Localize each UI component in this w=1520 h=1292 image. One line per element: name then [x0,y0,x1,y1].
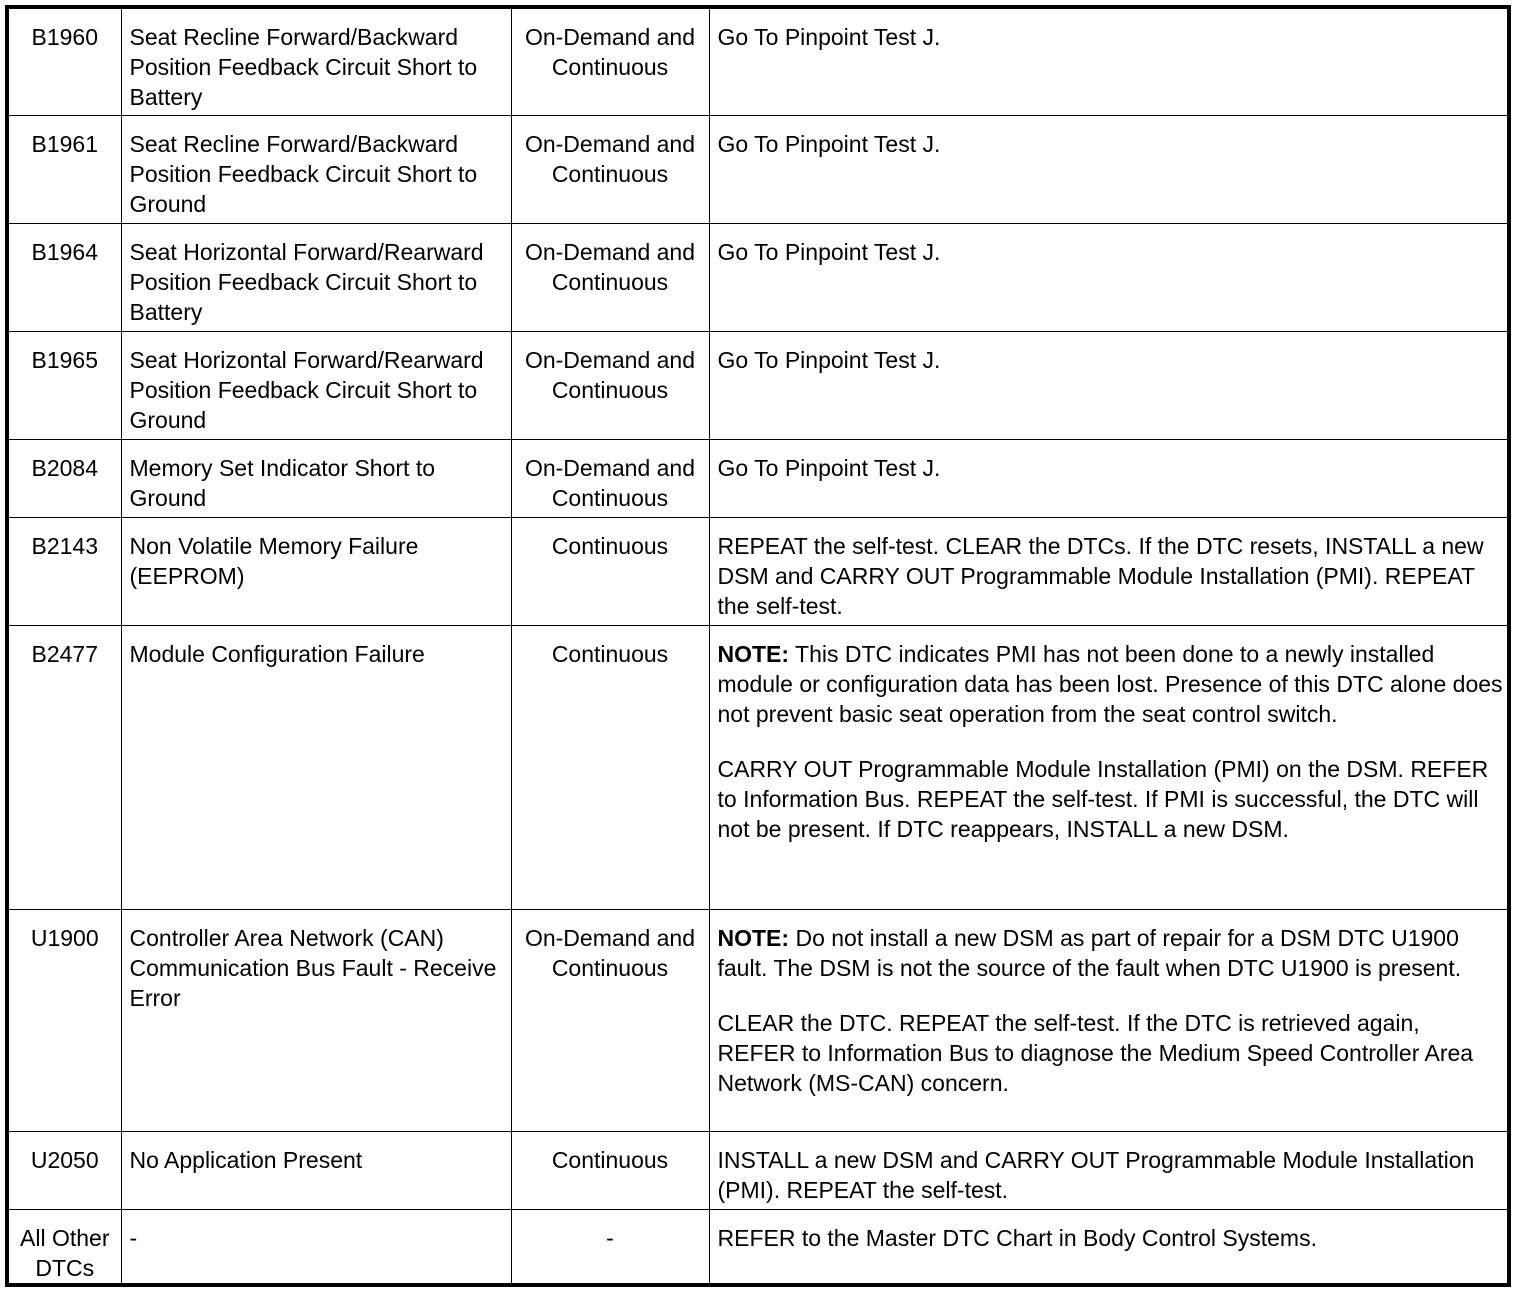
dtc-description: No Application Present [121,1131,511,1209]
action-text: Do not install a new DSM as part of repair for a DSM DTC U1900 fault. The DSM is not the source of the fault when DTC U1900 is present. [717,924,1462,981]
dtc-description: Module Configuration Failure [121,625,511,909]
action-paragraph [718,639,1504,729]
dtc-condition: - [511,1209,709,1285]
dtc-action [709,1131,1509,1209]
action-paragraph [718,754,1504,844]
action-text: Go To Pinpoint Test J. [717,454,941,481]
dtc-action [709,115,1509,223]
dtc-description: Non Volatile Memory Failure (EEPROM) [121,517,511,625]
dtc-condition: Continuous [511,517,709,625]
dtc-condition: Continuous [511,625,709,909]
dtc-condition: On-Demand and Continuous [511,7,709,115]
action-text: Go To Pinpoint Test J. [717,130,941,157]
action-paragraph [718,129,1504,159]
action-text: CLEAR the DTC. REPEAT the self-test. If the DTC is retrieved again, REFER to Information Bus to diagnose the Medium Speed Controller Area Network (MS-CAN) concern. [717,1009,1474,1096]
table-row [7,1131,1509,1209]
action-paragraph [718,1008,1504,1098]
dtc-action [709,7,1509,115]
dtc-table [5,5,1511,1287]
dtc-action [709,331,1509,439]
action-paragraph [718,531,1504,621]
dtc-description: - [121,1209,511,1285]
dtc-condition: On-Demand and Continuous [511,331,709,439]
dtc-code: B1965 [7,331,121,439]
note-label: NOTE: [717,640,790,667]
action-text: REFER to the Master DTC Chart in Body Control Systems. [717,1224,1317,1251]
table-row [7,517,1509,625]
table-row [7,1209,1509,1285]
dtc-action [709,909,1509,1131]
dtc-action [709,1209,1509,1285]
dtc-code: B2477 [7,625,121,909]
action-paragraph [718,345,1504,375]
dtc-code: B2084 [7,439,121,517]
table-row [7,7,1509,115]
dtc-code: B1961 [7,115,121,223]
dtc-description: Controller Area Network (CAN) Communication Bus Fault - Receive Error [121,909,511,1131]
table-row [7,439,1509,517]
action-text: CARRY OUT Programmable Module Installation (PMI) on the DSM. REFER to Information Bus. REPEAT the self-test. If PMI is successful, the DTC will not be present. If DTC reappears, INSTALL a new DSM. [717,755,1489,842]
table-row [7,115,1509,223]
dtc-code: U2050 [7,1131,121,1209]
dtc-description: Seat Recline Forward/Backward Position Feedback Circuit Short to Battery [121,7,511,115]
dtc-table-body [7,7,1509,1285]
action-text: Go To Pinpoint Test J. [717,24,941,50]
action-paragraph [718,1145,1504,1205]
dtc-action [709,625,1509,909]
dtc-action [709,223,1509,331]
dtc-description: Seat Horizontal Forward/Rearward Position Feedback Circuit Short to Battery [121,223,511,331]
dtc-description: Seat Horizontal Forward/Rearward Position Feedback Circuit Short to Ground [121,331,511,439]
action-paragraph [718,1223,1504,1253]
dtc-description: Seat Recline Forward/Backward Position Feedback Circuit Short to Ground [121,115,511,223]
action-paragraph [718,22,1504,52]
action-text: Go To Pinpoint Test J. [717,238,941,265]
action-text: REPEAT the self-test. CLEAR the DTCs. If the DTC resets, INSTALL a new DSM and CARRY OUT Programmable Module Installation (PMI). REPEAT the self-test. [717,532,1484,619]
dtc-action [709,439,1509,517]
action-text: This DTC indicates PMI has not been done to a newly installed module or configuration data has been lost. Presence of this DTC alone does not prevent basic seat operation from the seat control switch. [717,640,1503,727]
dtc-code: B1960 [7,7,121,115]
dtc-code: U1900 [7,909,121,1131]
action-paragraph [718,237,1504,267]
dtc-description: Memory Set Indicator Short to Ground [121,439,511,517]
dtc-condition: On-Demand and Continuous [511,909,709,1131]
table-row [7,331,1509,439]
dtc-condition: On-Demand and Continuous [511,223,709,331]
dtc-condition: Continuous [511,1131,709,1209]
action-paragraph [718,453,1504,483]
dtc-code: All Other DTCs [7,1209,121,1285]
dtc-condition: On-Demand and Continuous [511,115,709,223]
dtc-action [709,517,1509,625]
table-row [7,625,1509,909]
action-text: INSTALL a new DSM and CARRY OUT Programmable Module Installation (PMI). REPEAT the self-test. [717,1146,1475,1203]
action-paragraph [718,923,1504,983]
dtc-condition: On-Demand and Continuous [511,439,709,517]
table-row [7,909,1509,1131]
action-text: Go To Pinpoint Test J. [717,346,941,373]
note-label: NOTE: [717,924,790,951]
dtc-code: B2143 [7,517,121,625]
table-row [7,223,1509,331]
dtc-code: B1964 [7,223,121,331]
